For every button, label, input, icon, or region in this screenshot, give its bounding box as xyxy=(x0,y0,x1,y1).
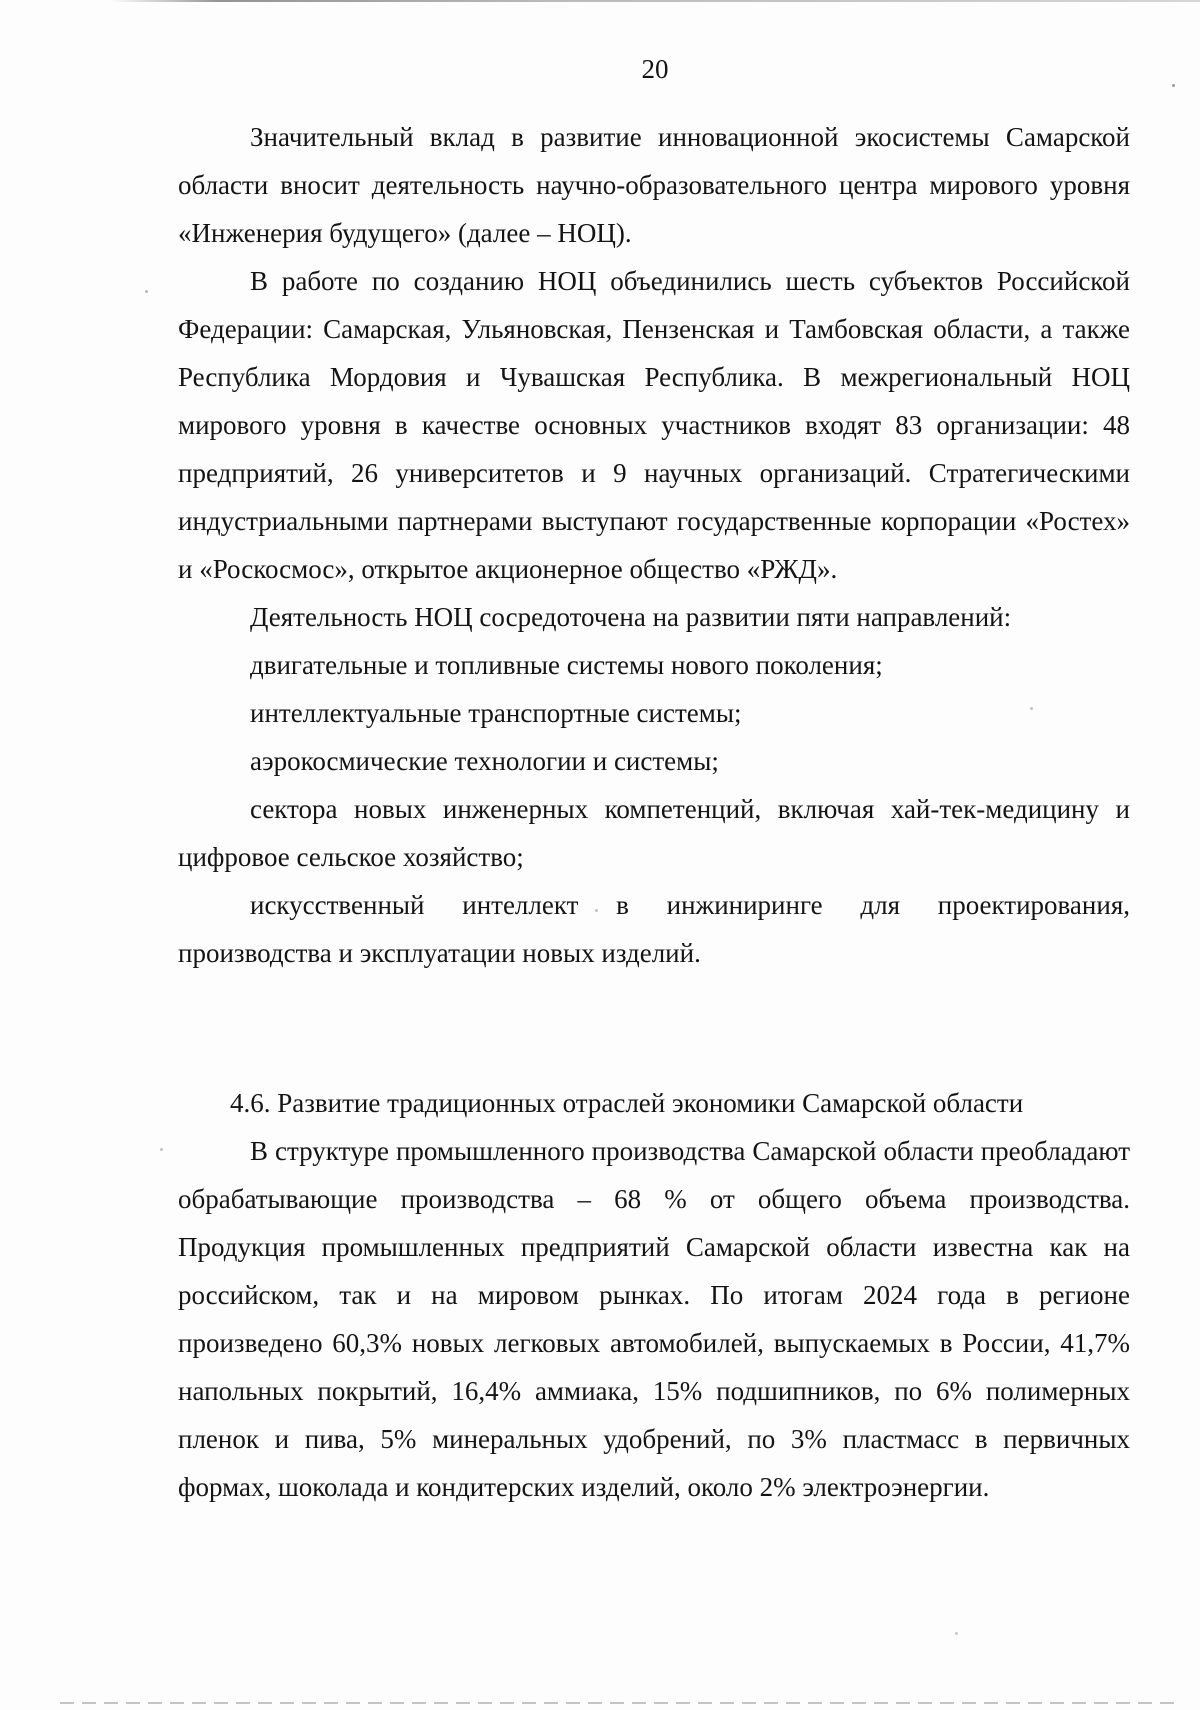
paragraph-industry-structure: В структуре промышленного производства Самарской области преобладают обрабатывающие производства – 68 % от общего объема производства. Продукция промышленных предприятий Самарской области известна как на российском, так и на мировом рынках. По итогам 2024 года в регионе произведено 60,3% новых легковых автомобилей, выпускаемых в России, 41,7% напольных покрытий, 16,4% аммиака, 15% подшипников, по 6% полимерных пленок и пива, 5% минеральных удобрений, по 3% пластмасс в первичных формах, шоколада и кондитерских изделий, около 2% электроэнергии. xyxy=(178,1136,1130,1502)
page-number: 20 xyxy=(641,54,669,84)
section-heading: 4.6. Развитие традиционных отраслей экономики Самарской области xyxy=(230,1088,1024,1118)
scan-speck xyxy=(145,290,148,293)
list-item-direction: интеллектуальные транспортные системы; xyxy=(250,698,742,728)
scan-speck xyxy=(955,1632,958,1635)
noc-section xyxy=(178,113,1130,977)
traditional-industries-section xyxy=(178,1127,1130,1511)
scan-speck xyxy=(160,1148,163,1151)
paragraph-noc-intro: Значительный вклад в развитие инновационной экосистемы Самарской области вносит деятельность научно-образовательного центра мирового уровня «Инженерия будущего» (далее – НОЦ). xyxy=(178,122,1130,248)
list-item-direction: сектора новых инженерных компетенций, включая хай-тек-медицину и цифровое сельское хозяйство; xyxy=(178,794,1130,872)
scan-edge-top xyxy=(110,0,1200,2)
list-item-direction: аэрокосмические технологии и системы; xyxy=(250,746,719,776)
paragraph-noc-directions-intro: Деятельность НОЦ сосредоточена на развитии пяти направлений: xyxy=(250,602,1012,632)
scan-edge-bottom xyxy=(60,1702,1180,1704)
paragraph-noc-participants: В работе по созданию НОЦ объединились шесть субъектов Российской Федерации: Самарская, Ульяновская, Пензенская и Тамбовская области, а также Республика Мордовия и Чувашская Республика. В межрегиональный НОЦ мирового уровня в качестве основных участников входят 83 организации: 48 предприятий, 26 университетов и 9 научных организаций. Стратегическими индустриальными партнерами выступают государственные корпорации «Ростех» и «Роскосмос», открытое акционерное общество «РЖД». xyxy=(178,266,1130,584)
list-item-direction: искусственный интеллект в инжиниринге для проектирования, производства и эксплуатации новых изделий. xyxy=(178,890,1130,968)
list-item-direction: двигательные и топливные системы нового поколения; xyxy=(250,650,883,680)
